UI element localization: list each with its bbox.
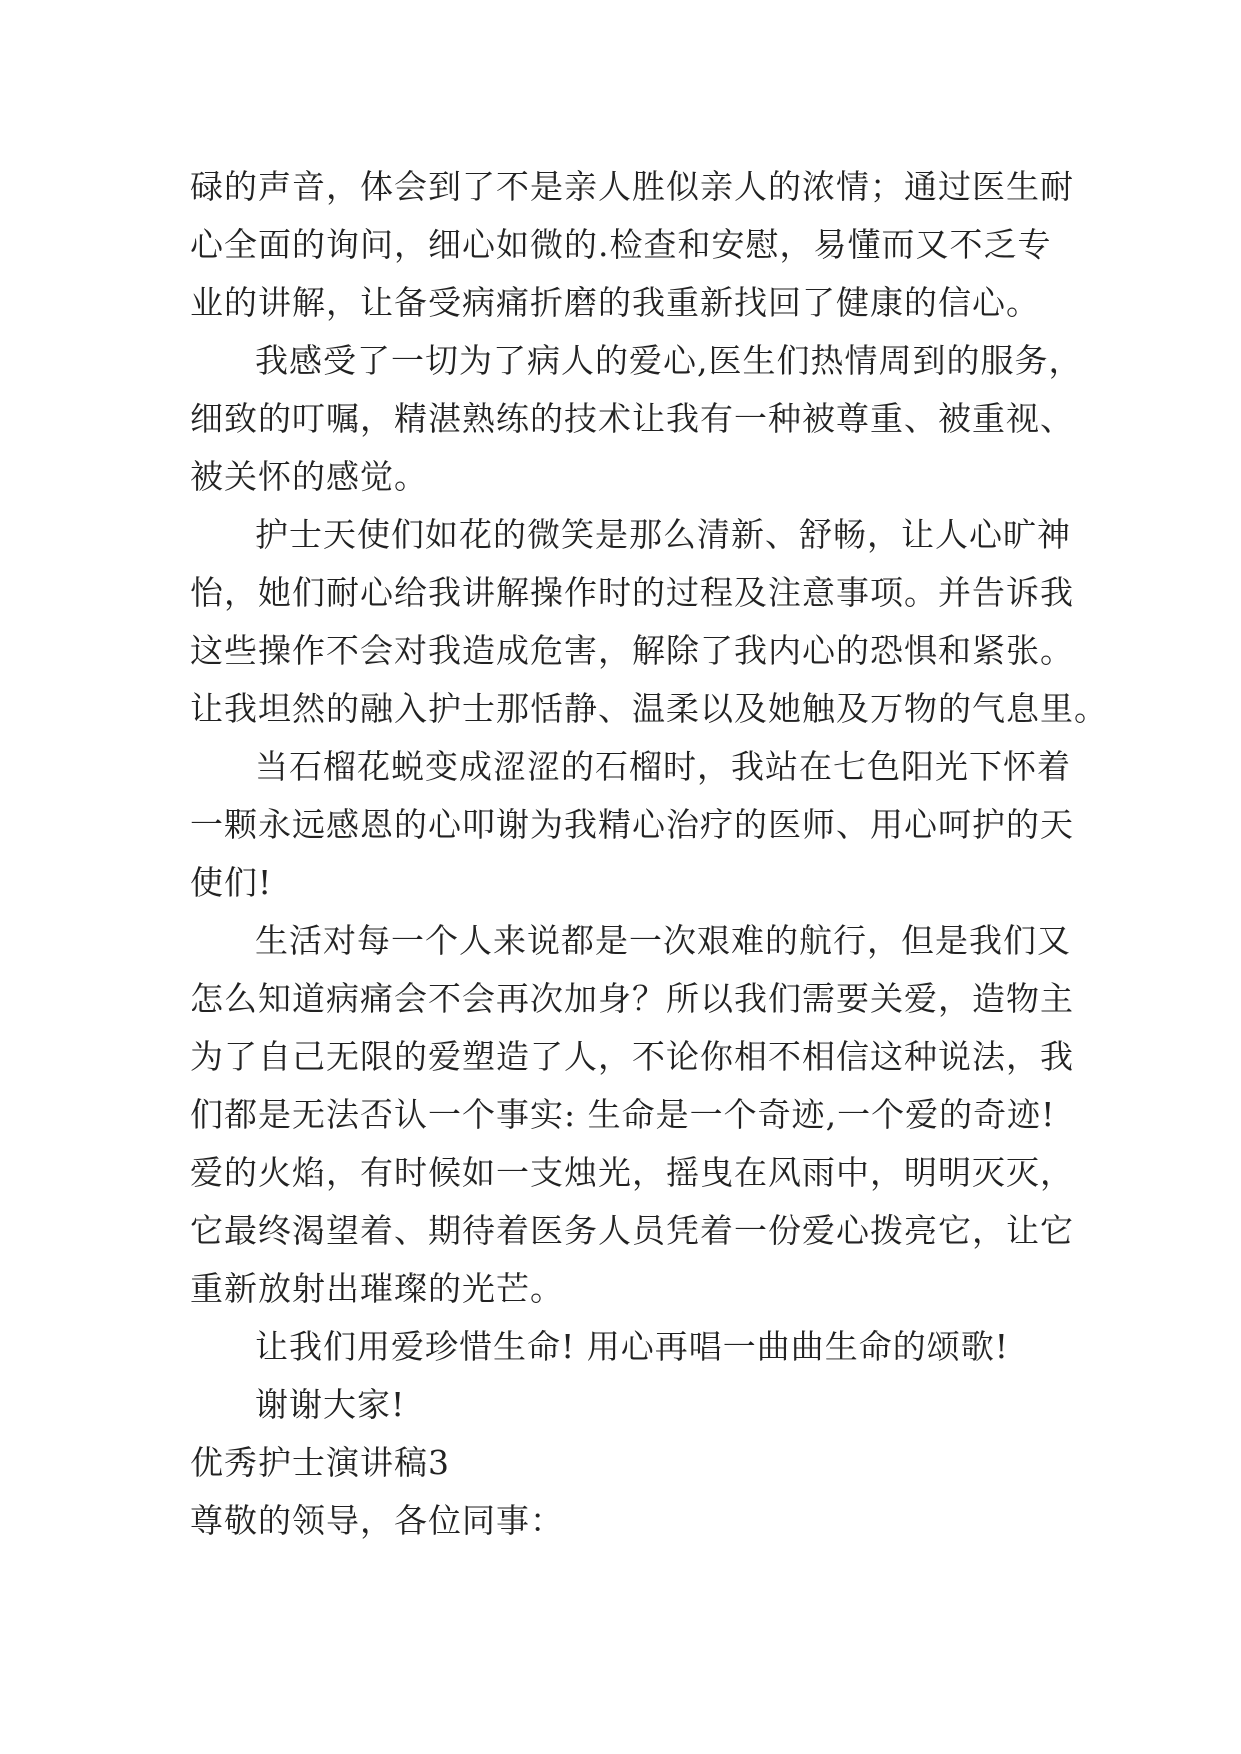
paragraph-line: 爱的火焰，有时候如一支烛光，摇曳在风雨中，明明灭灭， (190, 1153, 1074, 1192)
paragraph-line: 怎么知道病痛会不会再次加身？所以我们需要关爱，造物主 (190, 979, 1074, 1018)
paragraph-line: 我感受了一切为了病人的爱心,医生们热情周到的服务， (255, 341, 1083, 380)
paragraph-line: 让我们用爱珍惜生命! 用心再唱一曲曲生命的颂歌! (255, 1327, 1010, 1366)
paragraph-line: 被关怀的感觉。 (190, 457, 428, 496)
paragraph-line: 这些操作不会对我造成危害，解除了我内心的恐惧和紧张。 (190, 631, 1074, 670)
paragraph-line: 一颗永远感恩的心叩谢为我精心治疗的医师、用心呵护的天 (190, 805, 1074, 844)
paragraph-line: 细致的叮嘱，精湛熟练的技术让我有一种被尊重、被重视、 (190, 399, 1074, 438)
paragraph-line: 让我坦然的融入护士那恬静、温柔以及她触及万物的气息里。 (190, 689, 1108, 728)
paragraph-line: 当石榴花蜕变成涩涩的石榴时，我站在七色阳光下怀着 (255, 747, 1071, 786)
paragraph-line: 心全面的询问，细心如微的.检查和安慰，易懂而又不乏专 (190, 225, 1052, 264)
closing-line: 谢谢大家! (255, 1385, 406, 1424)
paragraph-line: 重新放射出璀璨的光芒。 (190, 1269, 564, 1308)
salutation-line: 尊敬的领导，各位同事： (190, 1501, 564, 1540)
paragraph-line: 护士天使们如花的微笑是那么清新、舒畅，让人心旷神 (255, 515, 1071, 554)
paragraph-line: 怡，她们耐心给我讲解操作时的过程及注意事项。并告诉我 (190, 573, 1074, 612)
paragraph-line: 碌的声音，体会到了不是亲人胜似亲人的浓情；通过医生耐 (190, 167, 1074, 206)
paragraph-line: 业的讲解，让备受病痛折磨的我重新找回了健康的信心。 (190, 283, 1040, 322)
paragraph-line: 生活对每一个人来说都是一次艰难的航行，但是我们又 (255, 921, 1071, 960)
section-title: 优秀护士演讲稿3 (190, 1443, 450, 1482)
paragraph-line: 为了自己无限的爱塑造了人，不论你相不相信这种说法，我 (190, 1037, 1074, 1076)
paragraph-line: 它最终渴望着、期待着医务人员凭着一份爱心拨亮它，让它 (190, 1211, 1074, 1250)
paragraph-line: 们都是无法否认一个事实: 生命是一个奇迹,一个爱的奇迹! (190, 1095, 1056, 1134)
paragraph-line: 使们! (190, 863, 273, 902)
